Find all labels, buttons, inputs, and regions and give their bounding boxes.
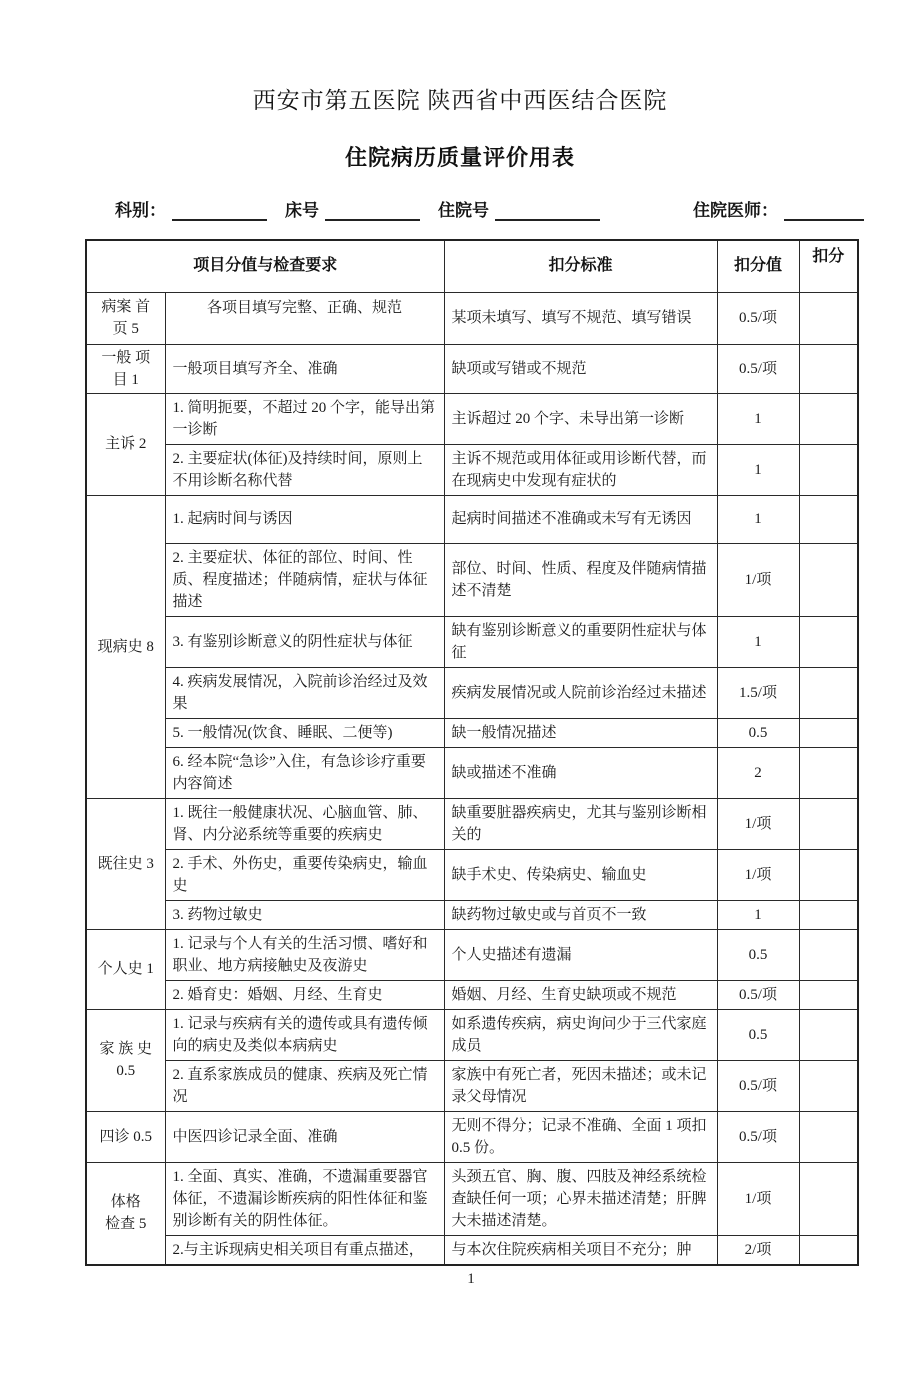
deduct-cell [799,929,858,980]
item-cell: 各项目填写完整、正确、规范 [165,292,444,344]
header-cell-deduction: 扣分 [799,240,858,292]
group-label-line: 页 5 [112,321,139,337]
deduct-cell [799,292,858,344]
standard-cell: 疾病发展情况或人院前诊治经过未描述 [444,667,717,718]
standard-cell: 某项未填写、填写不规范、填写错误 [444,292,717,344]
value-cell: 1.5/项 [717,667,799,718]
value-cell: 1 [717,616,799,667]
item-cell: 2. 婚育史：婚姻、月经、生育史 [165,980,444,1009]
standard-cell: 婚姻、月经、生育史缺项或不规范 [444,980,717,1009]
item-cell: 1. 起病时间与诱因 [165,495,444,543]
deduct-cell [799,543,858,616]
table-row [86,980,858,1009]
group-label-cell [86,292,165,344]
item-cell: 1. 记录与疾病有关的遗传或具有遗传倾向的病史及类似本病病史 [165,1009,444,1060]
deduct-cell [799,1235,858,1265]
item-cell: 4. 疾病发展情况，入院前诊治经过及效果 [165,667,444,718]
deduct-cell [799,900,858,929]
table-row [86,798,858,849]
item-cell: 2.与主诉现病史相关项目有重点描述， [165,1235,444,1265]
deduct-cell [799,1111,858,1162]
table-row [86,667,858,718]
header-cell-item-requirements: 项目分值与检查要求 [86,240,444,292]
group-label-line: 病案 首 [101,299,151,315]
table-row [86,393,858,444]
table-row [86,1235,858,1265]
deduct-cell [799,747,858,798]
standard-cell: 缺一般情况描述 [444,718,717,747]
deduct-cell [799,393,858,444]
standard-cell: 缺或描述不准确 [444,747,717,798]
standard-cell: 部位、时间、性质、程度及伴随病情描述不清楚 [444,543,717,616]
standard-cell: 主诉不规范或用体征或用诊断代替，而在现病史中发现有症状的 [444,444,717,495]
evaluation-table-body [86,240,858,1265]
field-label-department: 科别： [115,201,166,220]
standard-cell: 缺手术史、传染病史、输血史 [444,849,717,900]
standard-cell: 缺药物过敏史或与首页不一致 [444,900,717,929]
standard-cell: 个人史描述有遗漏 [444,929,717,980]
form-title: 住院病历质量评价用表 [344,145,575,170]
field-label-attending-doctor: 住院医师： [693,201,778,220]
table-row [86,344,858,393]
value-cell: 1/项 [717,849,799,900]
group-label-line: 检查 5 [105,1216,147,1232]
item-cell: 3. 有鉴别诊断意义的阴性症状与体征 [165,616,444,667]
standard-cell: 与本次住院疾病相关项目不充分；肿 [444,1235,717,1265]
deduct-cell [799,495,858,543]
field-blank-attending-doctor [784,203,864,221]
table-row [86,747,858,798]
group-label-cell [86,1009,165,1111]
group-label-line: 既往史 3 [97,855,154,872]
field-blank-bed-number [325,203,420,221]
item-cell: 1. 全面、真实、准确，不遗漏重要器官体征，不遗漏诊断疾病的阳性体征和鉴别诊断有关的阴性体征。 [165,1162,444,1235]
table-row [86,900,858,929]
standard-cell: 头颈五官、胸、腹、四肢及神经系统检查缺任何一项；心界未描述清楚；肝脾大未描述清楚。 [444,1162,717,1235]
field-blank-department [172,203,267,221]
standard-cell: 如系遗传疾病，病史询问少于三代家庭成员 [444,1009,717,1060]
item-cell: 6. 经本院“急诊”入住，有急诊诊疗重要内容简述 [165,747,444,798]
item-cell: 1. 既往一般健康状况、心脑血管、肺、肾、内分泌系统等重要的疾病史 [165,798,444,849]
item-cell: 一般项目填写齐全、准确 [165,344,444,393]
value-cell: 0.5 [717,718,799,747]
item-cell: 1. 记录与个人有关的生活习惯、嗜好和职业、地方病接触史及夜游史 [165,929,444,980]
table-row [86,1162,858,1235]
item-cell: 中医四诊记录全面、准确 [165,1111,444,1162]
group-label-cell [86,1111,165,1162]
item-cell: 2. 主要症状、体征的部位、时间、性质、程度描述；伴随病情，症状与体征描述 [165,543,444,616]
standard-cell: 无则不得分；记录不准确、全面 1 项扣 0.5 份。 [444,1111,717,1162]
value-cell: 1 [717,900,799,929]
deduct-cell [799,444,858,495]
value-cell: 0.5/项 [717,980,799,1009]
field-label-bed-number: 床号 [285,201,319,220]
page-number: 1 [467,1270,475,1287]
value-cell: 0.5 [717,1009,799,1060]
value-cell: 2/项 [717,1235,799,1265]
item-cell: 3. 药物过敏史 [165,900,444,929]
document-title: 西安市第五医院 陕西省中西医结合医院 [252,88,668,113]
deduct-cell [799,616,858,667]
group-label-line: 现病史 8 [97,638,154,655]
deduct-cell [799,980,858,1009]
table-row [86,292,858,344]
deduct-cell [799,667,858,718]
value-cell: 0.5/项 [717,1111,799,1162]
field-label-admission-number: 住院号 [438,201,489,220]
header-cell-deduction-value: 扣分值 [717,240,799,292]
value-cell: 1 [717,393,799,444]
table-row [86,929,858,980]
value-cell: 0.5/项 [717,292,799,344]
table-header-row [86,240,858,292]
table-row [86,444,858,495]
group-label-line: 主诉 2 [105,436,147,452]
value-cell: 0.5 [717,929,799,980]
item-cell: 5. 一般情况(饮食、睡眠、二便等) [165,718,444,747]
group-label-line: 个人史 1 [97,961,154,977]
group-label-line: 体格 [110,1194,141,1210]
standard-cell: 缺有鉴别诊断意义的重要阴性症状与体征 [444,616,717,667]
standard-cell: 缺项或写错或不规范 [444,344,717,393]
deduct-cell [799,1162,858,1235]
value-cell: 0.5/项 [717,1060,799,1111]
value-cell: 2 [717,747,799,798]
header-cell-deduction-standard: 扣分标准 [444,240,717,292]
deduct-cell [799,344,858,393]
group-label-cell [86,929,165,1009]
table-row [86,718,858,747]
group-label-line: 一般 项 [101,349,151,366]
deduct-cell [799,1009,858,1060]
table-row [86,543,858,616]
evaluation-table [85,239,859,1266]
fields-row [115,196,920,221]
deduct-cell [799,1060,858,1111]
group-label-cell [86,344,165,393]
value-cell: 1 [717,444,799,495]
table-row [86,1111,858,1162]
field-blank-admission-number [495,203,600,221]
item-cell: 1. 简明扼要，不超过 20 个字，能导出第一诊断 [165,393,444,444]
standard-cell: 缺重要脏器疾病史，尤其与鉴别诊断相关的 [444,798,717,849]
deduct-cell [799,718,858,747]
table-row [86,1060,858,1111]
group-label-line: 0.5 [116,1063,136,1079]
item-cell: 2. 主要症状(体征)及持续时间，原则上不用诊断名称代替 [165,444,444,495]
group-label-line: 家 族 史 [99,1041,152,1057]
table-row [86,1009,858,1060]
standard-cell: 起病时间描述不准确或未写有无诱因 [444,495,717,543]
value-cell: 1/项 [717,798,799,849]
group-label-line: 四诊 0.5 [99,1128,152,1145]
group-label-cell [86,798,165,929]
group-label-cell [86,495,165,798]
group-label-line: 目 1 [112,371,139,388]
table-row [86,616,858,667]
item-cell: 2. 手术、外伤史，重要传染病史，输血史 [165,849,444,900]
table-row [86,849,858,900]
deduct-cell [799,798,858,849]
value-cell: 1 [717,495,799,543]
value-cell: 1/项 [717,543,799,616]
item-cell: 2. 直系家族成员的健康、疾病及死亡情况 [165,1060,444,1111]
group-label-cell [86,393,165,495]
value-cell: 0.5/项 [717,344,799,393]
standard-cell: 主诉超过 20 个字、未导出第一诊断 [444,393,717,444]
standard-cell: 家族中有死亡者，死因未描述；或未记录父母情况 [444,1060,717,1111]
group-label-cell [86,1162,165,1265]
table-row [86,495,858,543]
deduct-cell [799,849,858,900]
value-cell: 1/项 [717,1162,799,1235]
